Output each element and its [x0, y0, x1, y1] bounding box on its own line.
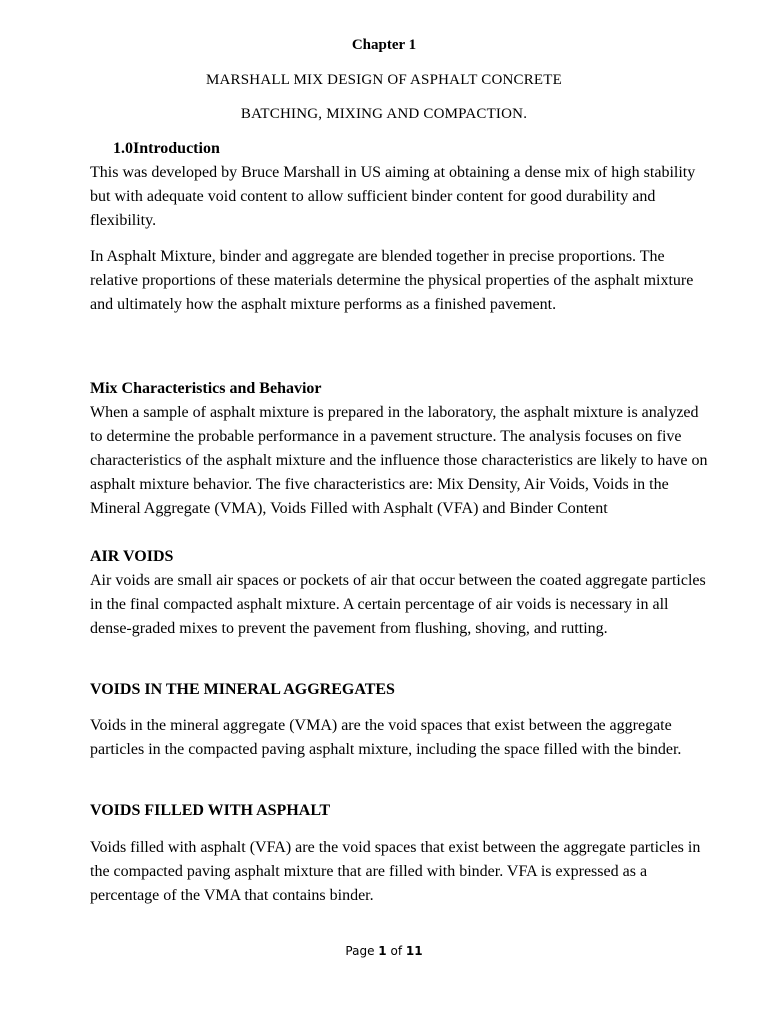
document-title: MARSHALL MIX DESIGN OF ASPHALT CONCRETE — [205, 72, 563, 88]
document-subtitle: BATCHING, MIXING AND COMPACTION. — [240, 106, 528, 122]
vfa-heading: VOIDS FILLED WITH ASPHALT — [90, 802, 331, 819]
page-footer — [0, 944, 768, 958]
vfa-paragraph: Voids filled with asphalt (VFA) are the void spaces that exist between the aggregate particles in the compacted paving asphalt mixture that are filled with binder. VFA is expressed as a percentage of the VMA that contains binder. — [90, 839, 701, 904]
vma-heading: VOIDS IN THE MINERAL AGGREGATES — [90, 681, 395, 698]
page-total: 11 — [405, 944, 423, 958]
page-of-word: of — [390, 944, 403, 958]
page-current: 1 — [378, 944, 387, 958]
intro-paragraph-2: In Asphalt Mixture, binder and aggregate are blended together in precise proportions. The relative proportions of these materials determine the physical properties of the asphalt mixture and ultimately how the asphalt mixture performs as a finished pavement. — [90, 248, 694, 313]
intro-heading: 1.0Introduction — [113, 140, 220, 157]
air-voids-paragraph: Air voids are small air spaces or pockets of air that occur between the coated aggregate particles in the final compacted asphalt mixture. A certain percentage of air voids is necessary in all dense-graded mixes to prevent the pavement from flushing, shoving, and rutting. — [90, 572, 706, 637]
chapter-label: Chapter 1 — [351, 37, 417, 53]
mix-heading: Mix Characteristics and Behavior — [90, 380, 322, 397]
air-voids-heading: AIR VOIDS — [90, 548, 174, 565]
intro-paragraph-1: This was developed by Bruce Marshall in US aiming at obtaining a dense mix of high stability but with adequate void content to allow sufficient binder content for good durability and flexibility. — [90, 164, 696, 229]
mix-paragraph: When a sample of asphalt mixture is prepared in the laboratory, the asphalt mixture is analyzed to determine the probable performance in a pavement structure. The analysis focuses on five characteristics of the asphalt mixture and the influence those characteristics are likely to have on asphalt mixture behavior. The five characteristics are: Mix Density, Air Voids, Voids in the Mineral Aggregate (VMA), Voids Filled with Asphalt (VFA) and Binder Content — [90, 404, 708, 517]
vma-paragraph: Voids in the mineral aggregate (VMA) are the void spaces that exist between the aggregate particles in the compacted paving asphalt mixture, including the space filled with the binder. — [90, 717, 682, 758]
page-word: Page — [345, 944, 375, 958]
